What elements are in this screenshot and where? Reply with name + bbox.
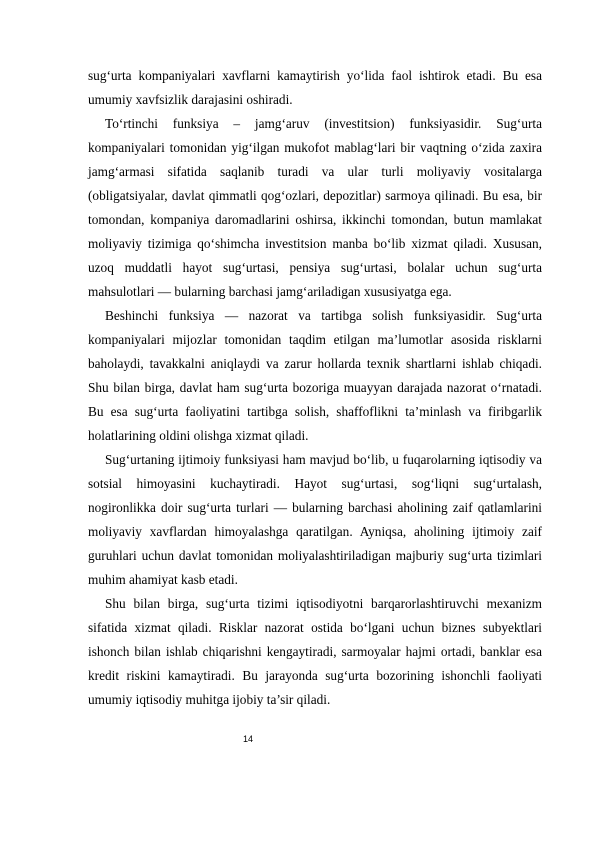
paragraph-social-function: Sug‘urtaning ijtimoiy funksiyasi ham mavjud bo‘lib, u fuqarolarning iqtisodiy va sotsial himoyasini kuchaytiradi. Hayot sug‘urtasi, sog‘liqni sug‘urtalash, nogironlikka doir sug‘urta turlari — bularning barchasi aholining zaif qatlamlarini moliyaviy xavflardan himoyalashga qaratilgan. Ayniqsa, aholining ijtimoiy zaif guruhlari uchun davlat tomonidan moliyalashtiriladigan majburiy sug‘urta tizimlari muhim ahamiyat kasb etadi.	[88, 452, 542, 587]
paragraph-continuation: sug‘urta kompaniyalari xavflarni kamaytirish yo‘lida faol ishtirok etadi. Bu esa umumiy xavfsizlik darajasini oshiradi.	[88, 68, 542, 107]
paragraph-fifth-function: Beshinchi funksiya — nazorat va tartibga solish funksiyasidir. Sug‘urta kompaniyalari mijozlar tomonidan taqdim etilgan ma’lumotlar asosida risklarni baholaydi, tavakkalni aniqlaydi va zarur hollarda texnik shartlarni ishlab chiqadi. Shu bilan birga, davlat ham sug‘urta bozoriga muayyan darajada nazorat o‘rnatadi. Bu esa sug‘urta faoliyatini tartibga solish, shaffoflikni ta’minlash va firibgarlik holatlarining oldini olishga xizmat qiladi.	[88, 308, 542, 443]
page-number: 14	[243, 734, 254, 744]
document-body	[88, 64, 542, 712]
paragraph-stabilizing-mechanism: Shu bilan birga, sug‘urta tizimi iqtisodiyotni barqarorlashtiruvchi mexanizm sifatida xizmat qiladi. Risklar nazorat ostida bo‘lgani uchun biznes subyektlari ishonch bilan ishlab chiqarishni kengaytiradi, sarmoyalar hajmi ortadi, banklar esa kredit riskini kamaytiradi. Bu jarayonda sug‘urta bozorining ishonchli faoliyati umumiy iqtisodiy muhitga ijobiy ta’sir qiladi.	[88, 596, 542, 707]
paragraph-fourth-function: To‘rtinchi funksiya – jamg‘aruv (investitsion) funksiyasidir. Sug‘urta kompaniyalari tomonidan yig‘ilgan mukofot mablag‘lari bir vaqtning o‘zida zaxira jamg‘armasi sifatida saqlanib turadi va ular turli moliyaviy vositalarga (obligatsiyalar, davlat qimmatli qog‘ozlari, depozitlar) sarmoya qilinadi. Bu esa, bir tomondan, kompaniya daromadlarini oshirsa, ikkinchi tomondan, butun mamlakat moliyaviy tizimiga qo‘shimcha investitsion manba bo‘lib xizmat qiladi. Xususan, uzoq muddatli hayot sug‘urtasi, pensiya sug‘urtasi, bolalar uchun sug‘urta mahsulotlari — bularning barchasi jamg‘ariladigan xususiyatga ega.	[88, 116, 542, 299]
